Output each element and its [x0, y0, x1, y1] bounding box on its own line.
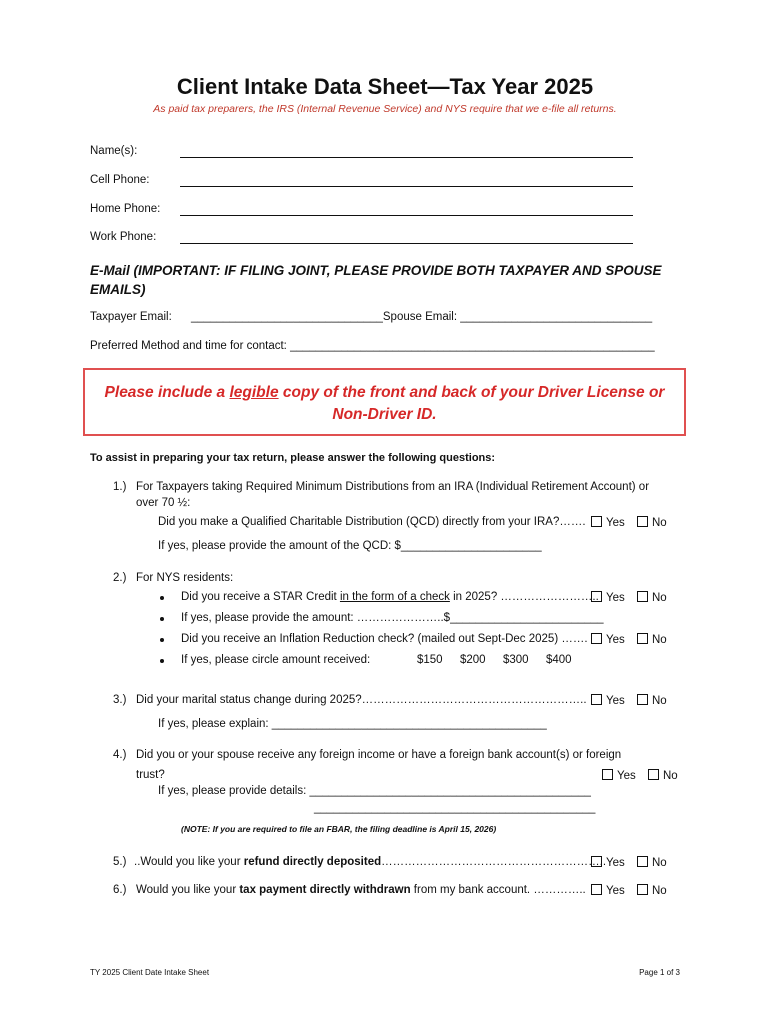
q4-no-checkbox[interactable]: [648, 769, 678, 782]
checkbox-icon: [637, 633, 648, 644]
q6-yes-checkbox[interactable]: [591, 884, 625, 897]
bullet-icon: [160, 596, 164, 600]
q3-yes-checkbox[interactable]: [591, 694, 625, 707]
q2-inflation-no-checkbox[interactable]: [637, 633, 667, 646]
preferred-contact-row: [90, 340, 655, 352]
no-label: No: [652, 517, 667, 529]
q4-yes-checkbox[interactable]: [602, 769, 636, 782]
q2-star-yes-checkbox[interactable]: [591, 591, 625, 604]
q5-text: [134, 856, 606, 868]
q2-circle-amount-label: If yes, please circle amount received:: [181, 654, 371, 666]
page-subtitle: As paid tax preparers, the IRS (Internal Revenue Service) and NYS require that we e-file all returns.: [153, 103, 617, 115]
checkbox-icon: [648, 769, 659, 780]
amount-option-200[interactable]: $200: [460, 654, 486, 666]
q4-text-line1: Did you or your spouse receive any foreign income or have a foreign bank account(s) or foreign: [136, 749, 622, 761]
q2-b1-underlined: in the form of a check: [339, 591, 450, 603]
notice-text-part: copy of the front and back of your Driver License or Non-Driver ID.: [278, 384, 665, 423]
checkbox-icon: [602, 769, 613, 780]
spouse-email-label: Spouse Email:: [382, 311, 461, 323]
home-phone-field[interactable]: [180, 215, 633, 216]
q3-explain-field[interactable]: If yes, please explain: ___________________________________________: [158, 718, 547, 730]
taxpayer-email-label: Taxpayer Email:: [90, 311, 172, 323]
checkbox-icon: [637, 591, 648, 602]
checkbox-icon: [591, 694, 602, 705]
q6-bold-text: tax payment directly withdrawn: [239, 884, 411, 896]
checkbox-icon: [591, 856, 602, 867]
home-phone-label: Home Phone:: [90, 203, 161, 215]
q2-inflation-question: Did you receive an Inflation Reduction check? (mailed out Sept-Dec 2025) …….: [181, 633, 588, 645]
q6-number: 6.): [113, 884, 127, 896]
notice-text-part: Please include a: [104, 384, 230, 401]
q3-number: 3.): [113, 694, 127, 706]
yes-label: Yes: [606, 592, 625, 604]
q1-amount-field[interactable]: If yes, please provide the amount of the QCD: $______________________: [158, 540, 542, 552]
q5-yes-checkbox[interactable]: [591, 856, 625, 869]
q6-text-part: Would you like your: [136, 884, 240, 896]
no-label: No: [652, 885, 667, 897]
bullet-icon: [160, 659, 164, 663]
preferred-contact-field[interactable]: _________________________________________________________: [290, 340, 655, 352]
footer-left: TY 2025 Client Date Intake Sheet: [90, 968, 210, 977]
cell-phone-field[interactable]: [180, 186, 633, 187]
q4-details-field-line2[interactable]: ____________________________________________: [314, 802, 596, 814]
q2-text: For NYS residents:: [136, 572, 234, 584]
q2-star-amount-field[interactable]: If yes, please provide the amount: …………………..$________________________: [181, 612, 604, 624]
yes-label: Yes: [606, 517, 625, 529]
q5-text-part: ..Would you like your: [134, 856, 244, 868]
amount-option-150[interactable]: $150: [417, 654, 443, 666]
footer-page-number: Page 1 of 3: [639, 968, 680, 977]
yes-label: Yes: [606, 695, 625, 707]
q4-number: 4.): [113, 749, 127, 761]
checkbox-icon: [591, 633, 602, 644]
no-label: No: [652, 857, 667, 869]
q4-text-line2: trust?: [136, 769, 165, 781]
driver-license-notice: [83, 368, 686, 436]
no-label: No: [652, 634, 667, 646]
q1-number: 1.): [113, 481, 127, 493]
q5-no-checkbox[interactable]: [637, 856, 667, 869]
q6-text: [136, 884, 586, 896]
no-label: No: [652, 695, 667, 707]
q2-number: 2.): [113, 572, 127, 584]
q5-number: 5.): [113, 856, 127, 868]
q1-no-checkbox[interactable]: [637, 516, 667, 529]
yes-label: Yes: [606, 885, 625, 897]
q2-star-credit-question: [181, 591, 599, 603]
yes-label: Yes: [606, 857, 625, 869]
yes-label: Yes: [606, 634, 625, 646]
no-label: No: [652, 592, 667, 604]
work-phone-label: Work Phone:: [90, 231, 157, 243]
checkbox-icon: [637, 694, 648, 705]
checkbox-icon: [637, 856, 648, 867]
taxpayer-email-blank: ______________________________: [191, 311, 383, 323]
q5-bold-text: refund directly deposited: [243, 856, 382, 868]
notice-underlined-word: legible: [229, 384, 279, 401]
names-field[interactable]: [180, 157, 633, 158]
questions-intro: To assist in preparing your tax return, please answer the following questions:: [90, 452, 496, 464]
bullet-icon: [160, 638, 164, 642]
q4-details-field[interactable]: If yes, please provide details: ____________________________________________: [158, 785, 591, 797]
q2-b1-text: Did you receive a STAR Credit: [181, 591, 340, 603]
q1-text-line1: For Taxpayers taking Required Minimum Distributions from an IRA (Individual Retirement Account) or: [136, 481, 650, 493]
email-heading: E-Mail (IMPORTANT: IF FILING JOINT, PLEASE PROVIDE BOTH TAXPAYER AND SPOUSE EMAILS): [90, 263, 662, 297]
q3-no-checkbox[interactable]: [637, 694, 667, 707]
spouse-email-field[interactable]: ______________________________: [460, 311, 653, 323]
checkbox-icon: [591, 591, 602, 602]
work-phone-field[interactable]: [180, 243, 633, 244]
q1-text-line2: over 70 ½:: [136, 497, 191, 509]
page-title: Client Intake Data Sheet—Tax Year 2025: [176, 74, 594, 99]
taxpayer-email-field[interactable]: [191, 311, 652, 323]
q1-yes-checkbox[interactable]: [591, 516, 625, 529]
fbar-note: (NOTE: If you are required to file an FBAR, the filing deadline is April 15, 2026): [181, 824, 497, 834]
q6-no-checkbox[interactable]: [637, 884, 667, 897]
checkbox-icon: [637, 516, 648, 527]
amount-option-300[interactable]: $300: [503, 654, 529, 666]
q2-inflation-yes-checkbox[interactable]: [591, 633, 625, 646]
notice-text: [85, 382, 684, 426]
names-label: Name(s):: [90, 145, 138, 157]
yes-label: Yes: [617, 770, 636, 782]
bullet-icon: [160, 617, 164, 621]
q3-text: Did your marital status change during 2025?…………………………………………………..: [136, 694, 587, 706]
cell-phone-label: Cell Phone:: [90, 174, 150, 186]
checkbox-icon: [591, 516, 602, 527]
q2-b1-text: in 2025? ……………………..: [449, 591, 599, 603]
q5-text-part: …………………………………………………..: [381, 856, 607, 868]
checkbox-icon: [591, 884, 602, 895]
checkbox-icon: [637, 884, 648, 895]
q1-sub-question: Did you make a Qualified Charitable Distribution (QCD) directly from your IRA?…….: [158, 516, 586, 528]
no-label: No: [663, 770, 678, 782]
q6-text-part: from my bank account. …………..: [410, 884, 586, 896]
q2-star-no-checkbox[interactable]: [637, 591, 667, 604]
amount-option-400[interactable]: $400: [546, 654, 572, 666]
preferred-contact-label: Preferred Method and time for contact:: [90, 340, 291, 352]
